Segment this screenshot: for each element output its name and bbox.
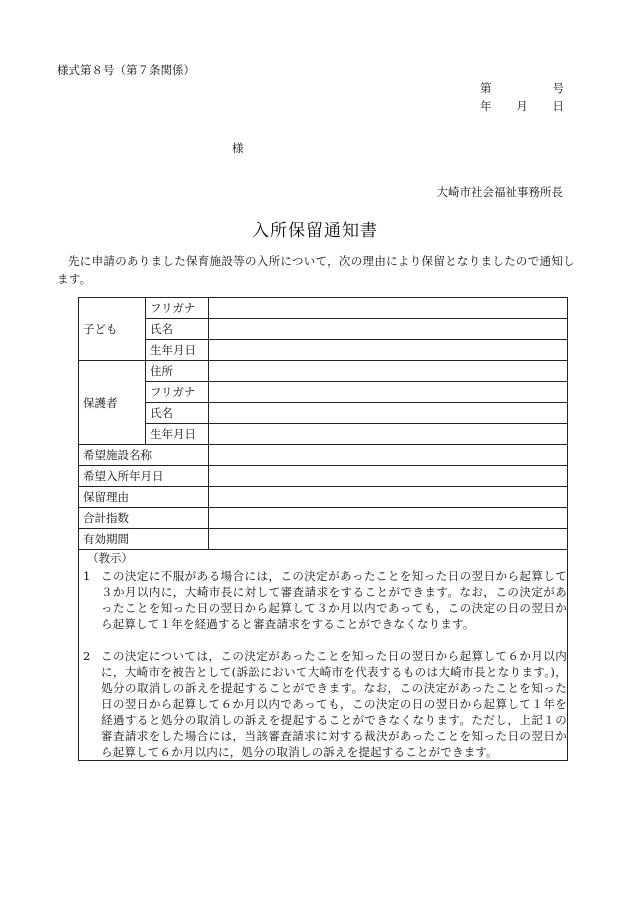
desired-entry-date-label: 希望入所年月日 [79,466,209,487]
guardian-birthdate-label: 生年月日 [146,424,209,445]
instruction-text: この決定については，この決定があったことを知った日の翌日から起算して６か月以内に，大崎市を被告として(訴訟において大崎市を代表するものは大崎市長となります。)，処分の取消しの訴えを提起することができます。なお，この決定があったことを知った日の翌日から起算して６か月以内であっても，この決定の日の翌日から起算して１年を経過すると処分の取消しの訴えを提起することができなくなります。ただし，上記１の審査請求をした場合には，当該審査請求に対する裁決があったことを知った日の翌日から起算して６か月以内に，処分の取消しの訴えを提起することができます。 [101,649,567,759]
instruction-item [83,648,567,760]
total-index-label: 合計指数 [79,508,209,529]
validity-period-value [209,529,568,550]
child-group-label: 子ども [79,298,146,361]
table-row [79,529,568,550]
intro-paragraph: 先に申請のありました保育施設等の入所について，次の理由により保留となりましたので通知します。 [57,254,575,286]
child-birthdate-value [209,340,568,361]
desired-entry-date-value [209,466,568,487]
instruction-cell [79,550,568,761]
table-row [79,508,568,529]
guardian-name-label: 氏名 [146,403,209,424]
guardian-furigana-label: フリガナ [146,382,209,403]
guardian-group-label: 保護者 [79,361,146,445]
date-month: 月 [516,99,528,113]
instruction-text: この決定に不服がある場合には，この決定があったことを知った日の翌日から起算して３か月以内に，大崎市長に対して審査請求をすることができます。なお，この決定があったことを知った日の翌日から起算して３か月以内であっても，この決定の日の翌日から起算して１年を経過すると審査請求をすることができなくなります。 [101,569,567,631]
table-row [79,550,568,761]
notice-table [78,297,568,761]
date-row [480,98,564,116]
document-number-date-block [480,80,564,116]
instruction-number: 1 [83,569,91,583]
sender: 大崎市社会福祉事務所長 [436,185,563,199]
child-name-label: 氏名 [146,319,209,340]
table-row [79,466,568,487]
total-index-value [209,508,568,529]
desired-facility-label: 希望施設名称 [79,445,209,466]
table-row [79,298,568,319]
hold-reason-label: 保留理由 [79,487,209,508]
table-row [79,319,568,340]
table-row [79,424,568,445]
table-row [79,340,568,361]
document-title: 入所保留通知書 [252,221,378,241]
instruction-number: 2 [83,649,91,663]
child-birthdate-label: 生年月日 [146,340,209,361]
date-day: 日 [552,99,564,113]
child-name-value [209,319,568,340]
child-furigana-value [209,298,568,319]
date-year: 年 [480,99,492,113]
doc-no-suffix: 号 [552,81,564,95]
hold-reason-value [209,487,568,508]
table-row [79,382,568,403]
guardian-address-label: 住所 [146,361,209,382]
form-number: 様式第８号（第７条関係） [57,63,195,77]
table-row [79,361,568,382]
validity-period-label: 有効期間 [79,529,209,550]
table-row [79,487,568,508]
doc-no-prefix: 第 [480,81,492,95]
guardian-birthdate-value [209,424,568,445]
addressee-suffix: 様 [232,141,244,155]
child-furigana-label: フリガナ [146,298,209,319]
table-row [79,403,568,424]
table-row [79,445,568,466]
instruction-heading: （教示） [87,551,133,565]
guardian-name-value [209,403,568,424]
desired-facility-value [209,445,568,466]
guardian-furigana-value [209,382,568,403]
instruction-item [83,568,567,632]
guardian-address-value [209,361,568,382]
document-number-row [480,80,564,98]
